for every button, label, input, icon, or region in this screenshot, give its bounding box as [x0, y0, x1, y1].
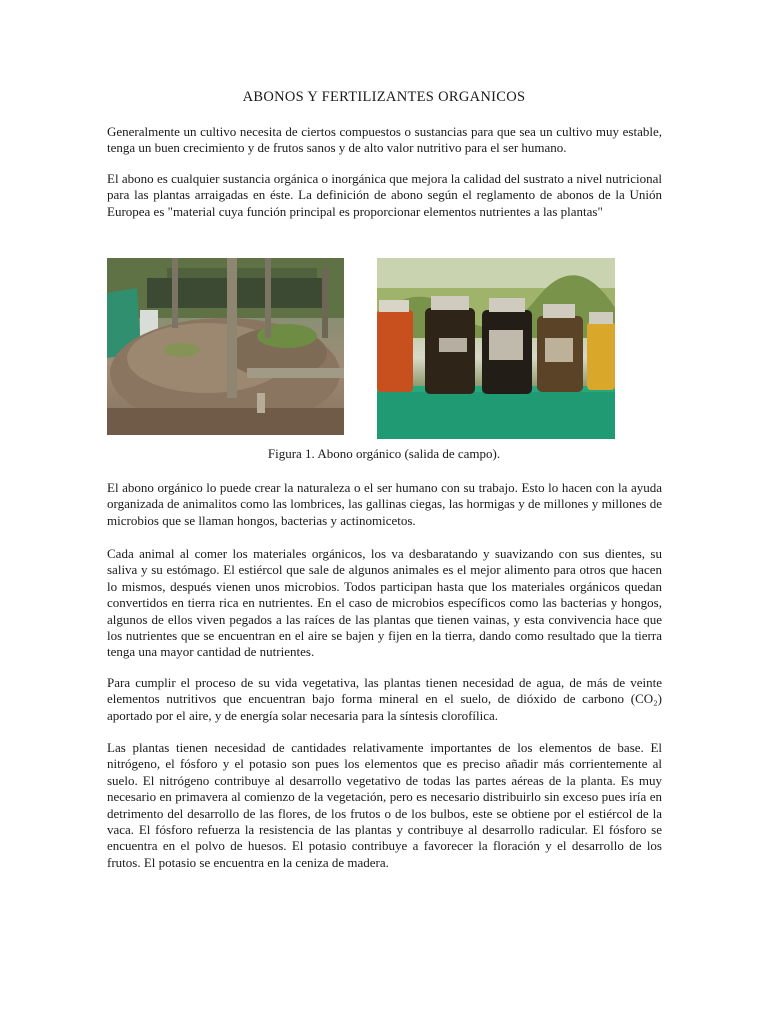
paragraph-animals-microbes: Cada animal al comer los materiales orgánicos, los va desbaratando y suavizando con sus dientes, su saliva y su estómago. El estiércol que sale de algunos animales es el mejor alimento para otros que hacen lo mismos, después vienen unos microbios. Todos participan hasta que los materiales orgánicos quedan convertidos en tierra rica en nutrientes. En el caso de microbios específicos como las bacterias y hongos, algunos de ellos viven pegados a las raíces de las plantas que tienen vainas, y esta convivencia hace que los nutrientes que se encuentran en el aire se bajen y fijen en la tierra, dando como resultado que la tierra tenga una mayor cantidad de nutrientes. — [107, 546, 662, 660]
paragraph-plant-needs: Para cumplir el proceso de su vida vegetativa, las plantas tienen necesidad de agua, de más de veinte elementos nutritivos que encuentran bajo forma mineral en el suelo, de dióxido de carbono (CO₂) aportado por el aire, y de energía solar necesaria para la síntesis clorofílica. — [107, 675, 662, 723]
paragraph-definition: El abono es cualquier sustancia orgánica o inorgánica que mejora la calidad del sustrato a nivel nutricional para las plantas arraigadas en éste. La definición de abono según el reglamento de abonos de la Unión Europea es "material cuya función principal es proporcionar elementos nutrientes a las plantas" — [107, 171, 662, 219]
fertilizer-jars-photo — [377, 258, 615, 439]
document-title: ABONOS Y FERTILIZANTES ORGANICOS — [242, 89, 526, 105]
paragraph-base-elements: Las plantas tienen necesidad de cantidades relativamente importantes de los elementos de base. El nitrógeno, el fósforo y el potasio son pues los elementos que es preciso añadir más corrientemente al suelo. El nitrógeno contribuye al desarrollo vegetativo de todas las partes aéreas de la planta. Es muy necesario en primavera al comienzo de la vegetación, pero es necesario distribuirlo sin exceso pues iría en detrimento del desarrollo de las flores, de los frutos o de los bulbos, este se obtiene por el estiércol de la vaca. El fósforo refuerza la resistencia de las plantas y contribuye al desarrollo radicular. El fósforo se encuentra en el polvo de huesos. El potasio contribuye a favorecer la floración y el desarrollo de los frutos. El potasio se encuentra en la ceniza de madera. — [107, 740, 662, 870]
figure-caption: Figura 1. Abono orgánico (salida de campo). — [267, 446, 501, 461]
compost-photo — [107, 258, 344, 435]
paragraph-intro: Generalmente un cultivo necesita de ciertos compuestos o sustancias para que sea un cultivo muy estable, tenga un buen crecimiento y de frutos sanos y de alto valor nutritivo para el ser humano. — [107, 124, 662, 156]
paragraph-organic-creation: El abono orgánico lo puede crear la naturaleza o el ser humano con su trabajo. Esto lo hacen con la ayuda organizada de animalitos como las lombrices, las gallinas ciegas, las hormigas y de millones y millones de microbios que se llaman hongos, bacterias y actinomicetos. — [107, 480, 662, 528]
